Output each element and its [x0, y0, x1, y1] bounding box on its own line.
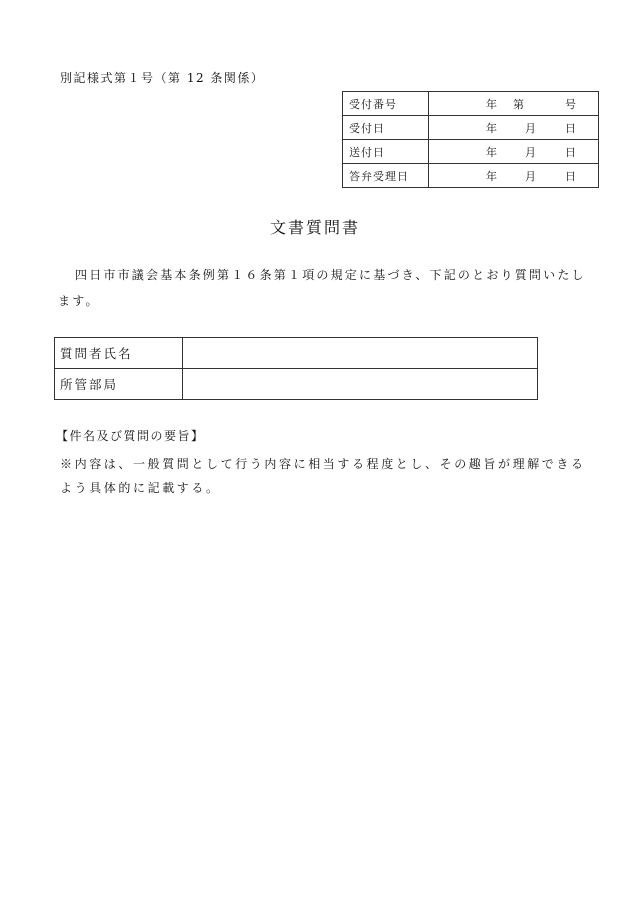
department-row	[55, 369, 538, 400]
day-text: 日	[565, 169, 576, 183]
instruction-note: ※内容は、一般質問として行う内容に相当する程度とし、その趣旨が理解できるよう具体的に記載する。	[60, 457, 586, 495]
month-text: 月	[525, 169, 536, 183]
receipt-row-received-date	[343, 116, 599, 140]
day-text: 日	[565, 121, 576, 135]
month-text: 月	[525, 145, 536, 159]
month-text: 月	[525, 121, 536, 135]
receipt-row-number	[343, 92, 599, 116]
number-suffix-text: 号	[565, 97, 576, 111]
questioner-name-row	[55, 338, 538, 369]
year-text: 年	[486, 145, 497, 159]
department-label: 所管部局	[55, 369, 183, 400]
questioner-name-label: 質問者氏名	[55, 338, 183, 369]
receipt-value[interactable]	[429, 116, 599, 140]
receipt-label: 答弁受理日	[343, 164, 429, 188]
section-heading: 【件名及び質問の要旨】	[56, 429, 205, 443]
receipt-table	[342, 91, 599, 188]
year-text: 年	[486, 121, 497, 135]
year-text: 年	[486, 97, 497, 111]
receipt-value[interactable]	[429, 164, 599, 188]
receipt-label: 受付番号	[343, 92, 429, 116]
intro-paragraph: 四日市市議会基本条例第１６条第１項の規定に基づき、下記のとおり質問いたします。	[58, 268, 586, 308]
department-field[interactable]	[183, 369, 538, 400]
day-text: 日	[565, 145, 576, 159]
form-number: 別記様式第１号（第 12 条関係）	[60, 71, 265, 85]
receipt-row-sent-date	[343, 140, 599, 164]
receipt-label: 送付日	[343, 140, 429, 164]
questioner-name-field[interactable]	[183, 338, 538, 369]
receipt-label: 受付日	[343, 116, 429, 140]
year-text: 年	[486, 169, 497, 183]
receipt-row-answer-date	[343, 164, 599, 188]
number-prefix-text: 第	[513, 97, 524, 111]
receipt-value[interactable]	[429, 92, 599, 116]
document-title: 文書質問書	[269, 218, 360, 237]
receipt-value[interactable]	[429, 140, 599, 164]
questioner-table	[54, 337, 538, 400]
